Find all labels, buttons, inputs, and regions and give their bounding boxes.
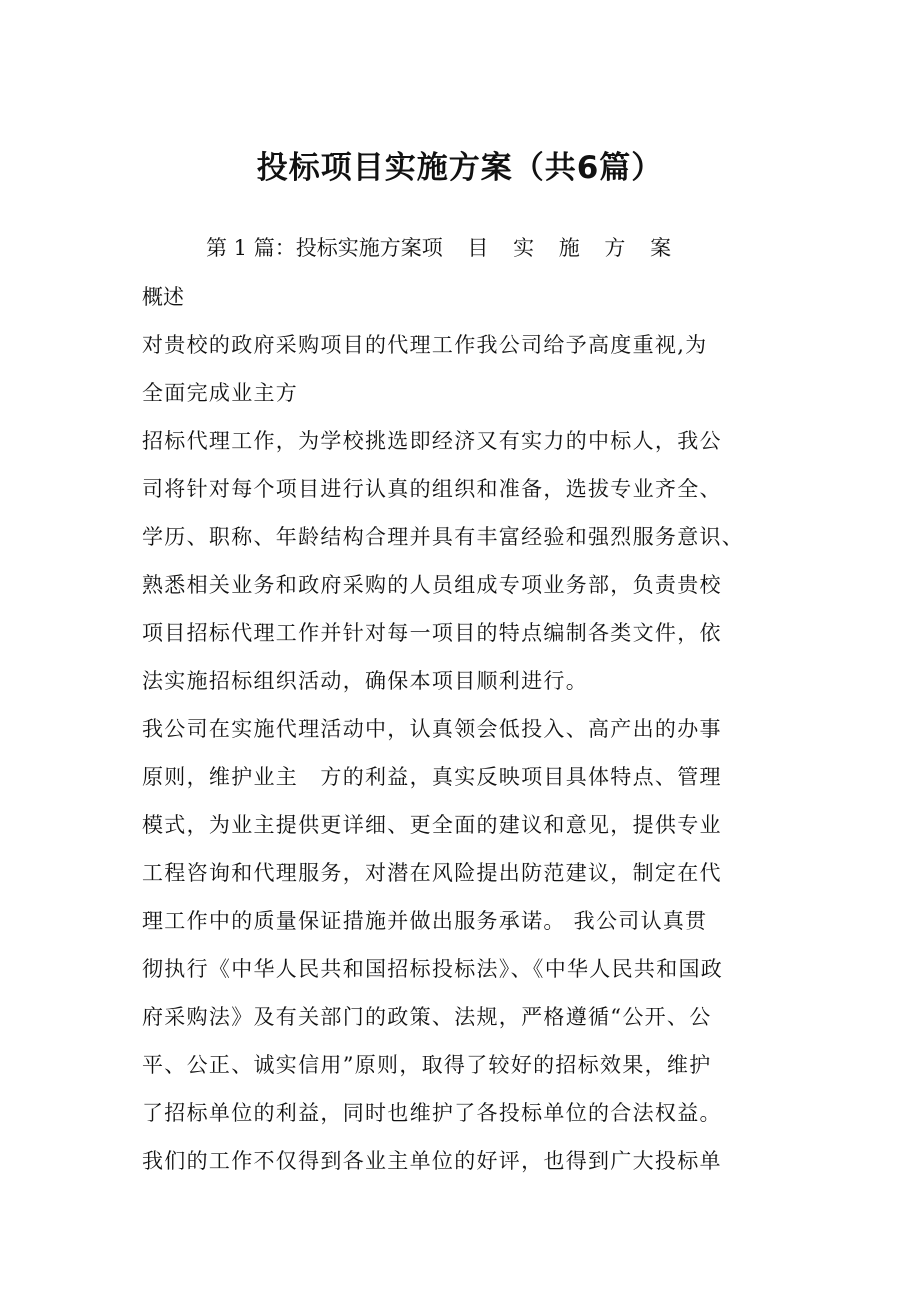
body-line: 司将针对每个项目进行认真的组织和准备，选拔专业齐全、 bbox=[142, 477, 722, 501]
body-line: 法实施招标组织活动，确保本项目顺利进行。 bbox=[142, 669, 588, 693]
body-line: 招标代理工作，为学校挑选即经济又有实力的中标人，我公 bbox=[142, 429, 722, 453]
body-line: 项目招标代理工作并针对每一项目的特点编制各类文件，依 bbox=[142, 621, 722, 645]
body-line: 我公司在实施代理活动中，认真领会低投入、高产出的办事 bbox=[142, 717, 722, 741]
body-line: 府采购法》及有关部门的政策、法规，严格遵循“公开、公 bbox=[142, 1005, 712, 1029]
section-label: 概述 bbox=[142, 285, 184, 309]
chapter-heading bbox=[206, 232, 680, 264]
body-line: 理工作中的质量保证措施并做出服务承诺。 我公司认真贯 bbox=[142, 909, 708, 933]
body-line: 工程咨询和代理服务，对潜在风险提出防范建议，制定在代 bbox=[142, 861, 722, 885]
body-line: 对贵校的政府采购项目的代理工作我公司给予高度重视,为 bbox=[142, 333, 708, 357]
body-line: 了招标单位的利益，同时也维护了各投标单位的合法权益。 bbox=[142, 1101, 722, 1125]
body-line: 熟悉相关业务和政府采购的人员组成专项业务部，负责贵校 bbox=[142, 573, 722, 597]
chapter-heading-prefix: 第 1 篇：投标实施方案 bbox=[206, 236, 422, 260]
body-line: 平、公正、诚实信用”原则，取得了较好的招标效果，维护 bbox=[142, 1053, 712, 1077]
document-title: 投标项目实施方案（共6篇） bbox=[256, 150, 664, 186]
body-line: 彻执行《中华人民共和国招标投标法》、《中华人民共和国政 bbox=[142, 957, 724, 981]
chapter-heading-suffix: 项 目 实 施 方 案 bbox=[421, 236, 681, 260]
body-line: 我们的工作不仅得到各业主单位的好评，也得到广大投标单 bbox=[142, 1149, 722, 1173]
body-line: 原则，维护业主 方的利益，真实反映项目具体特点、管理 bbox=[142, 765, 722, 789]
body-line: 全面完成业主方 bbox=[142, 381, 299, 405]
body-line: 模式，为业主提供更详细、更全面的建议和意见，提供专业 bbox=[142, 813, 722, 837]
body-line: 学历、职称、年龄结构合理并具有丰富经验和强烈服务意识、 bbox=[142, 525, 745, 549]
